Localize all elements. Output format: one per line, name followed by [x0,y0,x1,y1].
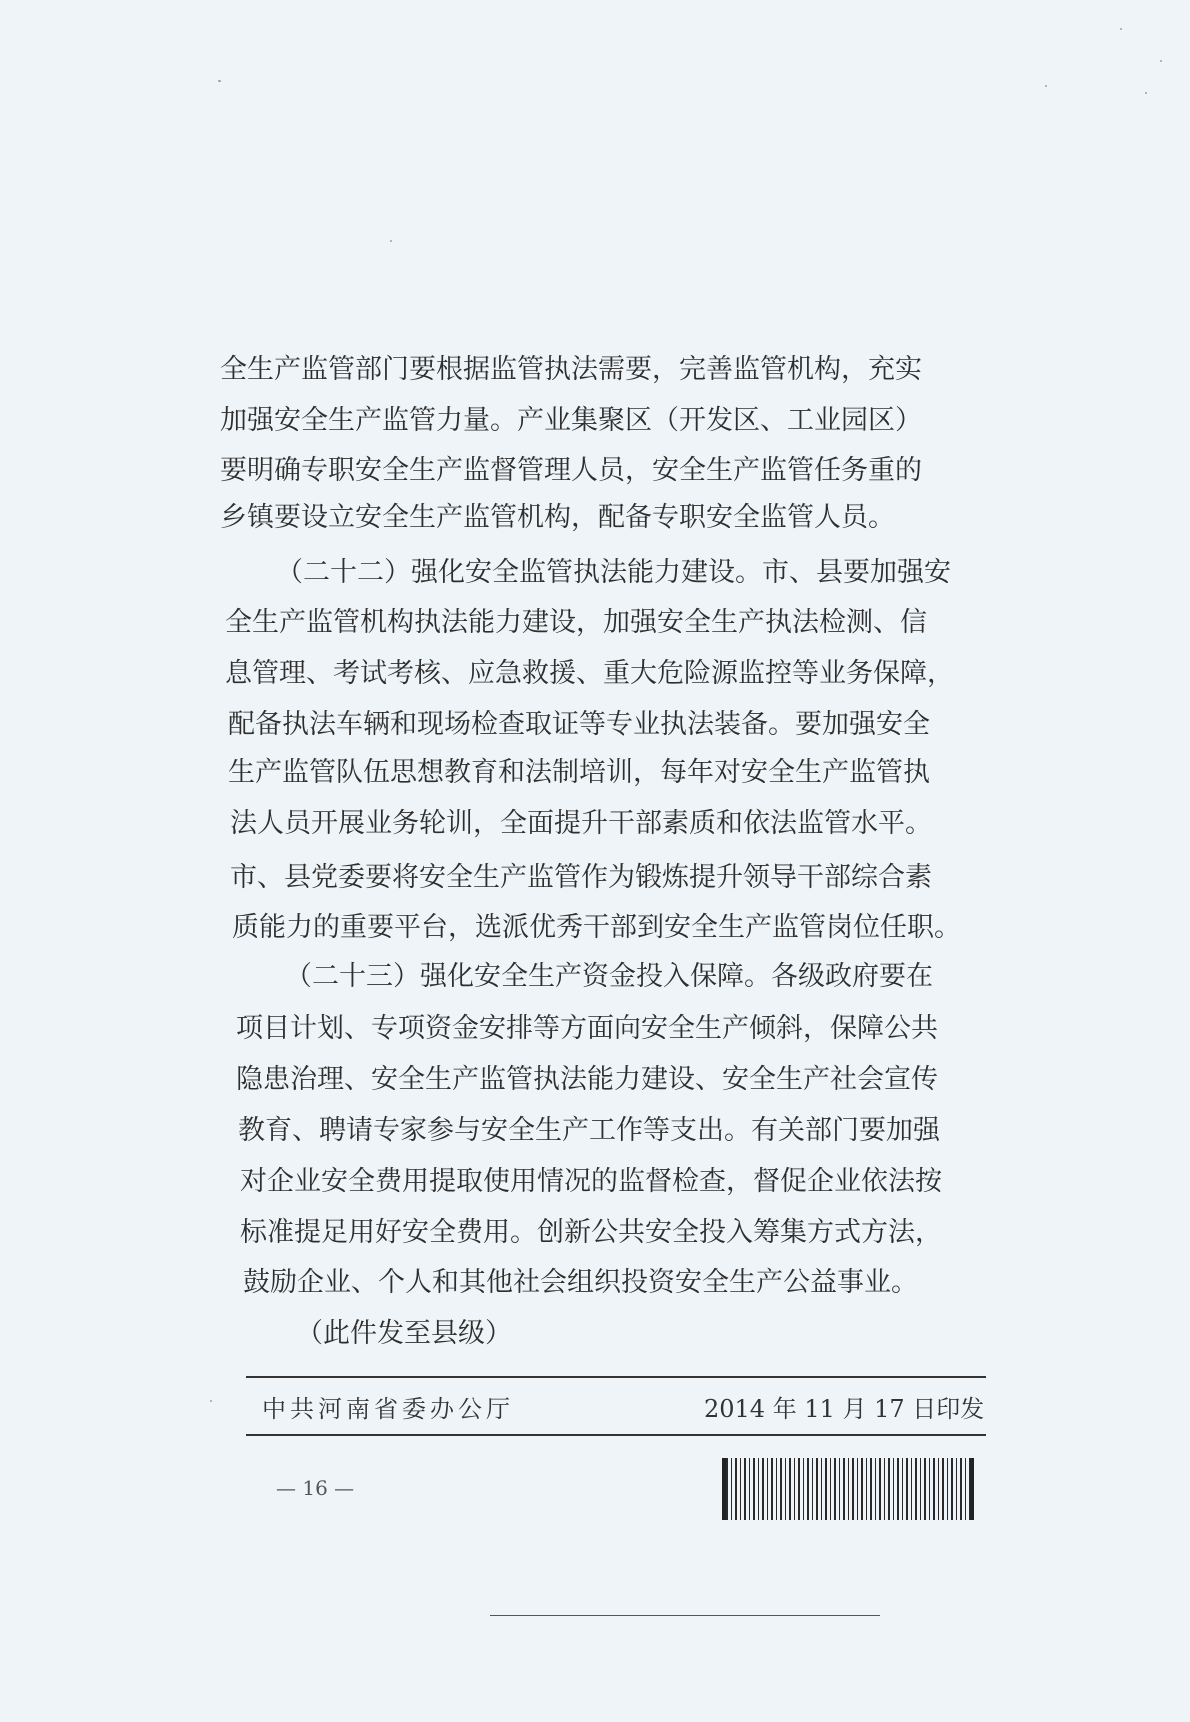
bottom-edge-line [490,1615,880,1616]
body-line: 加强安全生产监管力量。产业集聚区（开发区、工业园区） [220,405,922,436]
scan-speck [1120,28,1122,30]
barcode-image [722,1458,974,1520]
footer-bottom-rule [246,1434,986,1436]
body-line: 市、县党委要将安全生产监管作为锻炼提升领导干部综合素 [230,862,932,893]
body-line: 息管理、考试考核、应急救援、重大危险源监控等业务保障， [225,658,954,689]
body-line: 要明确专职安全生产监督管理人员，安全生产监管任务重的 [220,455,922,486]
scan-speck [390,240,392,242]
body-line: 生产监管队伍思想教育和法制培训，每年对安全生产监管执 [228,757,930,788]
scan-speck [1045,85,1047,87]
body-line: 教育、聘请专家参与安全生产工作等支出。有关部门要加强 [238,1115,940,1146]
body-line: 项目计划、专项资金安排等方面向安全生产倾斜，保障公共 [236,1013,938,1044]
body-line: 对企业安全费用提取使用情况的监督检查，督促企业依法按 [240,1166,942,1197]
scan-speck [210,1400,212,1402]
body-line: 标准提足用好安全费用。创新公共安全投入筹集方式方法， [240,1217,942,1248]
body-line: 法人员开展业务轮训，全面提升干部素质和依法监管水平。 [230,808,932,839]
scan-speck [218,80,221,82]
body-line: 质能力的重要平台，选派优秀干部到安全生产监管岗位任职。 [232,912,961,943]
issuing-office: 中共河南省委办公厅 [262,1395,514,1423]
body-line: 隐患治理、安全生产监管执法能力建设、安全生产社会宣传 [236,1064,938,1095]
page-number: — 16 — [276,1476,355,1500]
scan-speck [1160,60,1162,62]
print-date: 2014 年 11 月 17 日印发 [704,1395,985,1423]
body-line: （二十二）强化安全监管执法能力建设。市、县要加强安 [276,557,951,588]
body-line: （二十三）强化安全生产资金投入保障。各级政府要在 [285,961,933,992]
body-line: 全生产监管部门要根据监管执法需要，完善监管机构，充实 [220,354,922,385]
body-line: 乡镇要设立安全生产监管机构，配备专职安全监管人员。 [220,502,895,533]
body-line: 配备执法车辆和现场检查取证等专业执法装备。要加强安全 [228,709,930,740]
scan-speck [1145,92,1147,94]
body-line: 鼓励企业、个人和其他社会组织投资安全生产公益事业。 [243,1267,918,1298]
body-line: （此件发至县级） [296,1318,512,1349]
footer-top-rule [246,1376,986,1378]
body-line: 全生产监管机构执法能力建设，加强安全生产执法检测、信 [225,607,927,638]
